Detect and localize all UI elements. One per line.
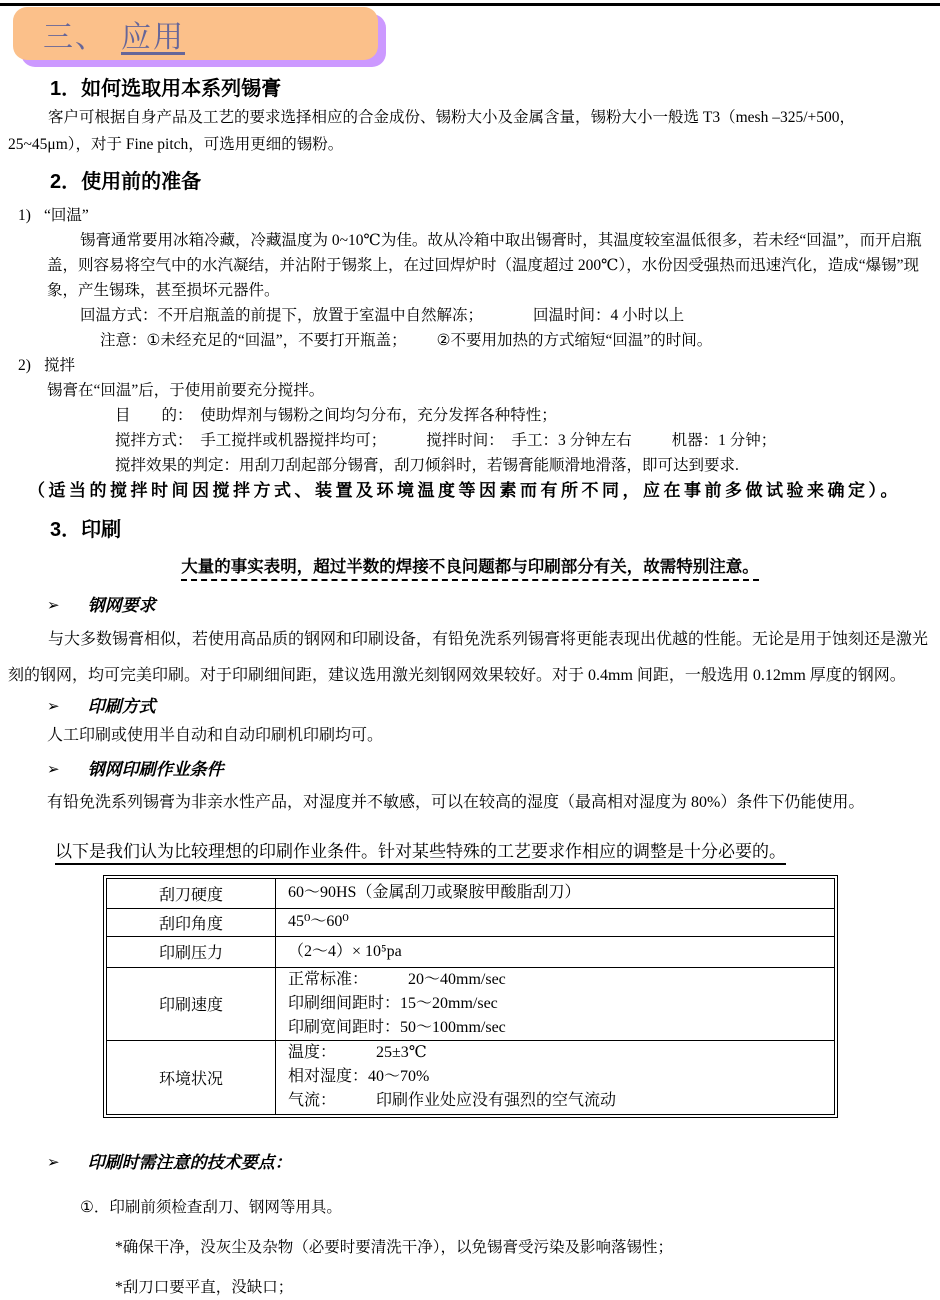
stir-judge: 搅拌效果的判定：用刮刀刮起部分锡膏，刮刀倾斜时，若锡膏能顺滑地滑落，即可达到要求. [115,457,739,474]
stir-caution: （适当的搅拌时间因搅拌方式、装置及环境温度等因素而有所不同，应在事前多做试验来确定）。 [28,481,901,500]
printing-speed-normal: 正常标准： 20～40mm/sec [288,970,506,988]
conditions-table-intro-line [55,838,940,867]
section-1-heading: 1．如何选取用本系列锡膏 [50,78,282,100]
section-2-heading: 2．使用前的准备 [50,171,202,193]
bullet-technical-points-title: 印刷时需注意的技术要点： [87,1153,292,1172]
stir-method-line [115,428,940,453]
list-item-2-number: 2) [18,357,31,374]
bullet-printing-method [47,694,940,721]
table-row [107,936,834,967]
point-keep-clean: *确保干净，没灰尘及杂物（必要时要清洗干净），以免锡膏受污染及影响落锡性； [115,1239,674,1256]
printing-statement-line [0,552,940,583]
arrow-bullet-icon: ➢ [47,762,60,778]
printing-speed-fine-pitch: 印刷细间距时：15～20mm/sec [288,994,498,1012]
stencil-requirements-paragraph: 与大多数锡膏相似，若使用高品质的钢网和印刷设备，有铅免洗系列锡膏将更能表现出优越的性能。无论是用于蚀刻还是激光刻的钢网，均可完美印刷。对于印刷细间距，建议选用激光刻钢网效果较好。对于 0.4mm 间距，一般选用 0.12mm 厚度的钢网。 [8,631,929,684]
bullet-printing-method-title: 印刷方式 [87,697,156,716]
arrow-bullet-icon: ➢ [47,699,60,715]
stir-intro: 锡膏在“回温”后，于使用前要充分搅拌。 [47,382,325,399]
rewarm-paragraph: 锡膏通常要用冰箱冷藏，冷藏温度为 0~10℃为佳。故从冷箱中取出锡膏时，其温度较室温低很多，若未经“回温”，而开启瓶盖，则容易将空气中的水汽凝结，并沾附于锡浆上，在过回焊炉时（温度超过 200℃），水份因受强热而迅速汽化，造成“爆锡”现象，产生锡珠，甚至损坏元器件。 [47,232,922,299]
bullet-stencil-requirements [47,593,940,620]
bullet-printing-conditions [47,757,940,784]
table-row [107,908,834,936]
section-1-paragraph: 客户可根据自身产品及工艺的要求选择相应的合金成份、锡粉大小及金属含量，锡粉大小一般选 T3（mesh –325/+500，25~45μm），对于 Fine pitch，可选用更细的锡粉。 [8,109,855,153]
printing-conditions-table [103,875,838,1118]
point-check-tools: ①．印刷前须检查刮刀、钢网等用具。 [80,1199,342,1216]
printing-conditions-paragraph: 有铅免洗系列锡膏为非亲水性产品，对湿度并不敏感，可以在较高的湿度（最高相对湿度为 80%）条件下仍能使用。 [47,794,865,811]
chapter-number: 三、 [43,20,107,54]
rewarm-method: 回温方式：不开启瓶盖的前提下，放置于室温中自然解冻； [80,307,484,324]
row-label-printing-speed: 印刷速度 [107,967,276,1040]
rewarm-note-2: ②不要用加热的方式缩短“回温”的时间。 [436,332,713,349]
printing-pressure-value: （2～4）× 10⁵pa [288,942,402,960]
page-top-rule [0,3,940,6]
squeegee-hardness-value: 60～90HS（金属刮刀或聚胺甲酸脂刮刀） [288,884,581,902]
section-3-heading: 3．印刷 [50,519,122,541]
stir-purpose: 目 的： 使助焊剂与锡粉之间均匀分布，充分发挥各种特性； [115,407,557,424]
row-label-printing-pressure: 印刷压力 [107,936,276,967]
stir-time: 搅拌时间： 手工：3 分钟左右 [426,432,632,449]
conditions-table-intro: 以下是我们认为比较理想的印刷作业条件。针对某些特殊的工艺要求作相应的调整是十分必要的。 [55,842,786,865]
bullet-printing-conditions-title: 钢网印刷作业条件 [87,760,224,779]
table-row [107,967,834,1040]
row-label-squeegee-hardness: 刮刀硬度 [107,879,276,908]
table-row [107,879,834,908]
chapter-title-text: 应用 [121,20,185,54]
stir-machine-time: 机器：1 分钟； [671,432,777,449]
arrow-bullet-icon: ➢ [47,598,60,614]
point-blade-straight: *刮刀口要平直，没缺口； [115,1279,294,1296]
table-row [107,1040,834,1114]
chapter-header-banner [13,7,378,60]
rewarm-note-1: 注意：①未经充足的“回温”，不要打开瓶盖； [100,332,407,349]
environment-temperature: 温度： 25±3℃ [288,1044,427,1062]
printing-method-paragraph: 人工印刷或使用半自动和自动印刷机印刷均可。 [47,727,384,744]
rewarm-note-line [100,328,940,353]
rewarm-method-line [80,303,940,328]
list-item-1-number: 1) [18,207,31,224]
printing-statement: 大量的事实表明，超过半数的焊接不良问题都与印刷部分有关，故需特别注意。 [181,557,759,581]
arrow-bullet-icon: ➢ [47,1155,60,1171]
list-item-2-title: 搅拌 [44,357,76,374]
bullet-technical-points [47,1150,940,1177]
environment-airflow: 气流： 印刷作业处应没有强烈的空气流动 [288,1092,617,1110]
list-item-2-header [0,353,940,378]
printing-speed-wide-pitch: 印刷宽间距时：50～100mm/sec [288,1018,506,1036]
row-label-environment: 环境状况 [107,1040,276,1114]
squeegee-angle-value: 45⁰～60⁰ [288,913,349,930]
technical-points-list [0,1195,940,1300]
document-body [0,68,940,1300]
list-item-1-title: “回温” [44,207,89,224]
stir-method: 搅拌方式： 手工搅拌或机器搅拌均可； [115,432,387,449]
environment-humidity: 相对湿度：40～70% [288,1068,430,1086]
chapter-title [43,12,185,56]
row-label-squeegee-angle: 刮印角度 [107,908,276,936]
list-item-1-header [0,203,940,228]
bullet-stencil-requirements-title: 钢网要求 [87,596,156,615]
rewarm-time: 回温时间：4 小时以上 [533,307,685,324]
